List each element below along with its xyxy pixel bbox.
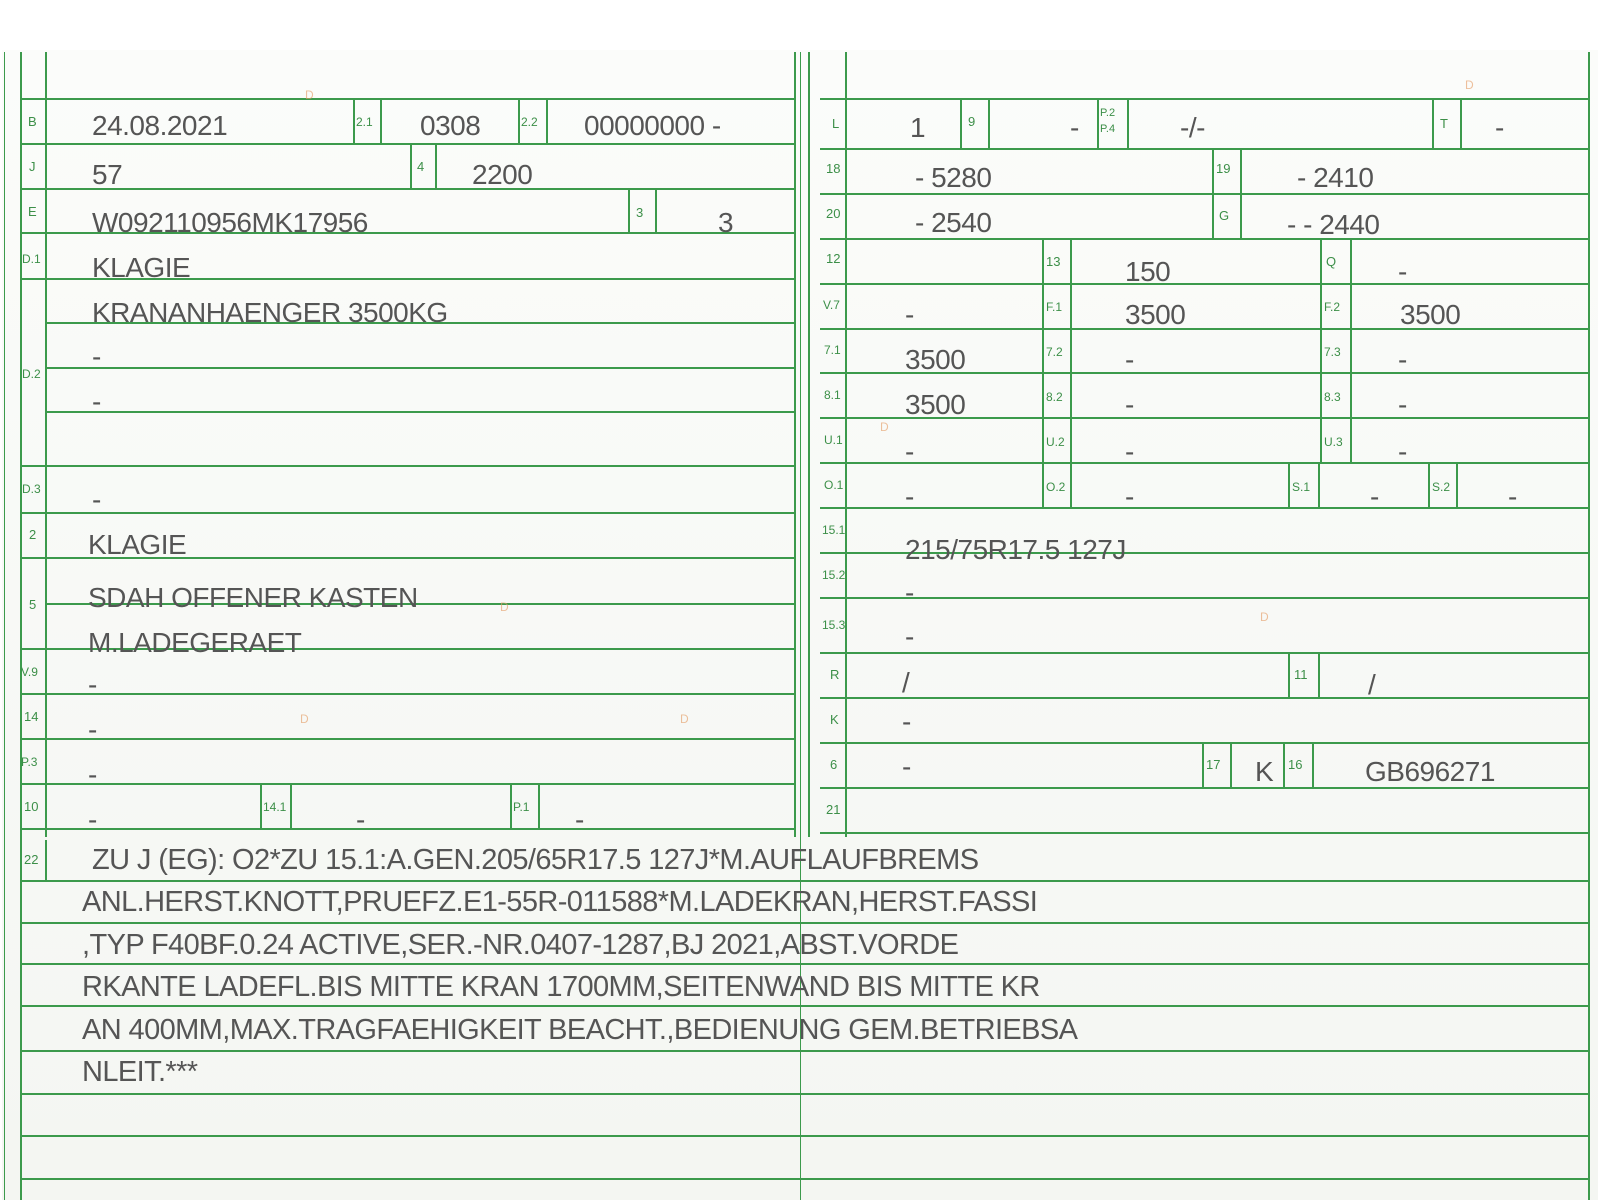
field-label-14-1: 14.1: [263, 800, 287, 814]
grid-line: [1318, 652, 1320, 697]
grid-line: [820, 697, 1588, 699]
grid-line: [20, 828, 796, 830]
field-value-18: - 5280: [915, 162, 992, 193]
field-value-p2-p4: -/-: [1180, 112, 1205, 143]
field-value-8-3: -: [1398, 389, 1407, 420]
watermark-letter: D: [680, 712, 689, 726]
field-label-2: 2: [29, 527, 37, 542]
field-label-8-3: 8.3: [1324, 390, 1341, 404]
watermark-letter: D: [1465, 78, 1474, 92]
grid-line: [290, 783, 292, 828]
grid-line: [794, 52, 796, 837]
grid-line: [1070, 238, 1072, 507]
field-label-8-1: 8.1: [824, 388, 841, 402]
grid-line: [1460, 98, 1462, 148]
field-label-p1: P.1: [513, 800, 530, 814]
field-value-13: 150: [1125, 256, 1171, 287]
field-label-q: Q: [1326, 254, 1337, 269]
field-label-7-3: 7.3: [1324, 345, 1341, 359]
grid-line: [260, 783, 262, 828]
watermark-letter: D: [1260, 610, 1269, 624]
field-label-12: 12: [826, 251, 841, 266]
grid-line: [20, 1093, 1588, 1095]
field-value-15-1: 215/75R17.5 127J: [905, 534, 1126, 565]
field-label-v9: V.9: [21, 665, 38, 679]
field-value-d2b: -: [92, 386, 101, 417]
field-label-b: B: [28, 114, 37, 129]
grid-line: [820, 652, 1588, 654]
grid-line: [20, 143, 796, 145]
watermark-letter: D: [305, 88, 314, 102]
grid-line: [20, 738, 796, 740]
field-label-u2: U.2: [1046, 435, 1065, 449]
field-value-11: /: [1368, 669, 1376, 700]
field-value-2-1: 0308: [420, 110, 481, 141]
grid-line: [1456, 462, 1458, 507]
grid-line: [1202, 742, 1204, 787]
grid-line: [820, 742, 1588, 744]
field-label-o2: O.2: [1046, 480, 1066, 494]
field-label-21: 21: [826, 802, 841, 817]
field-label-6: 6: [830, 757, 838, 772]
field-value-d2a: -: [92, 341, 101, 372]
field-label-18: 18: [826, 161, 841, 176]
field-label-13: 13: [1046, 254, 1061, 269]
field-label-15-3: 15.3: [822, 618, 846, 632]
grid-line: [20, 52, 22, 1200]
field-label-p3: P.3: [21, 755, 38, 769]
grid-line: [1318, 462, 1320, 507]
grid-line: [1320, 238, 1322, 462]
grid-line: [20, 1005, 1588, 1007]
grid-line: [20, 1135, 1588, 1137]
field-label-u1: U.1: [824, 433, 843, 447]
field-value-o1: -: [905, 481, 914, 512]
field-label-2-2: 2.2: [521, 115, 538, 129]
watermark-letter: D: [880, 420, 889, 434]
field-value-10: -: [88, 804, 97, 835]
field-label-3: 3: [636, 205, 644, 220]
grid-line: [20, 783, 796, 785]
field-label-g: G: [1219, 208, 1230, 223]
field-value-f2: 3500: [1400, 299, 1461, 330]
grid-line: [655, 188, 657, 232]
grid-line: [45, 367, 796, 369]
grid-line: [20, 1050, 1588, 1052]
grid-line: [20, 963, 1588, 965]
field-value-5a: SDAH OFFENER KASTEN: [88, 582, 418, 613]
field-value-3: 3: [718, 207, 734, 238]
field-value-g: - - 2440: [1287, 209, 1380, 240]
grid-line: [20, 188, 796, 190]
grid-line: [820, 98, 1588, 100]
field-value-20: - 2540: [915, 207, 992, 238]
grid-line: [1212, 148, 1214, 238]
grid-line: [45, 411, 796, 413]
field-value-l: 1: [910, 112, 926, 143]
field-label-22: 22: [24, 852, 39, 867]
field-value-q: -: [1398, 256, 1407, 287]
field-value-p3: -: [88, 759, 97, 790]
field-label-e: E: [28, 204, 37, 219]
field-value-d3: -: [92, 484, 101, 515]
grid-line: [845, 52, 847, 837]
field-label-f1: F.1: [1046, 300, 1063, 314]
field-value-7-1: 3500: [905, 344, 966, 375]
field-label-10: 10: [24, 799, 39, 814]
watermark-letter: D: [300, 712, 309, 726]
field-label-9: 9: [968, 114, 976, 129]
field-label-5: 5: [29, 597, 37, 612]
grid-line: [628, 188, 630, 232]
field-value-t: -: [1495, 112, 1504, 143]
watermark-letter: D: [500, 600, 509, 614]
grid-line: [45, 52, 47, 837]
grid-line: [20, 1178, 1588, 1180]
grid-line: [820, 283, 1588, 285]
field-value-s2: -: [1508, 481, 1517, 512]
grid-line: [4, 52, 5, 1200]
grid-line: [510, 783, 512, 828]
field-value-o2: -: [1125, 481, 1134, 512]
grid-line: [20, 465, 796, 467]
field-value-f1: 3500: [1125, 299, 1186, 330]
field-value-7-3: -: [1398, 344, 1407, 375]
field-value-4: 2200: [472, 159, 533, 190]
grid-line: [1428, 462, 1430, 507]
field-value-d1: KLAGIE: [92, 252, 191, 283]
field-label-14: 14: [24, 709, 39, 724]
field-value-u2: -: [1125, 436, 1134, 467]
field-label-p2: P.2: [1100, 107, 1116, 119]
grid-line: [808, 52, 810, 837]
remarks-line: ANL.HERST.KNOTT,PRUEFZ.E1-55R-011588*M.LADEKRAN,HERST.FASSI: [82, 886, 1038, 918]
grid-line: [1240, 148, 1242, 238]
field-label-s2: S.2: [1432, 480, 1451, 494]
field-value-2-2: 00000000 -: [584, 110, 721, 141]
field-label-20: 20: [826, 206, 841, 221]
grid-line: [1127, 98, 1129, 148]
field-value-14-1: -: [356, 804, 365, 835]
field-value-17: K: [1255, 756, 1274, 787]
grid-line: [1230, 742, 1232, 787]
grid-line: [820, 193, 1588, 195]
grid-line: [380, 98, 382, 143]
grid-line: [1283, 742, 1285, 787]
grid-line: [988, 98, 990, 148]
field-label-t: T: [1440, 116, 1448, 131]
grid-line: [538, 783, 540, 828]
grid-line: [820, 148, 1588, 150]
grid-line: [1432, 98, 1434, 148]
field-label-f2: F.2: [1324, 300, 1341, 314]
grid-line: [20, 98, 796, 100]
field-label-11: 11: [1294, 667, 1308, 682]
grid-line: [20, 880, 1588, 882]
grid-line: [820, 328, 1588, 330]
field-label-19: 19: [1216, 161, 1231, 176]
field-value-u1: -: [905, 436, 914, 467]
field-value-r: /: [902, 667, 910, 698]
grid-line: [546, 98, 548, 143]
field-value-6: -: [902, 751, 911, 782]
field-value-14: -: [88, 714, 97, 745]
field-label-p4: P.4: [1100, 123, 1116, 135]
field-label-4: 4: [417, 159, 425, 174]
grid-line: [820, 462, 1588, 464]
field-value-8-1: 3500: [905, 389, 966, 420]
grid-line: [1288, 652, 1290, 697]
field-label-r: R: [830, 667, 840, 682]
remarks-line: RKANTE LADEFL.BIS MITTE KRAN 1700MM,SEITENWAND BIS MITTE KR: [82, 971, 1040, 1003]
field-label-v7: V.7: [823, 298, 840, 312]
field-value-p1: -: [575, 804, 584, 835]
field-value-9: -: [1070, 112, 1079, 143]
field-label-u3: U.3: [1324, 435, 1343, 449]
field-value-u3: -: [1398, 436, 1407, 467]
grid-line: [1097, 98, 1099, 148]
grid-line: [20, 922, 1588, 924]
grid-line: [820, 507, 1588, 509]
field-value-v9: -: [88, 669, 97, 700]
field-value-s1: -: [1370, 481, 1379, 512]
field-label-2-1: 2.1: [356, 115, 373, 129]
field-label-k: K: [830, 712, 839, 727]
field-label-16: 16: [1288, 757, 1303, 772]
remarks-line: ZU J (EG): O2*ZU 15.1:A.GEN.205/65R17.5 127J*M.AUFLAUFBREMS: [92, 844, 979, 876]
grid-line: [1042, 238, 1044, 507]
field-value-7-2: -: [1125, 344, 1134, 375]
field-value-d1-type: KRANANHAENGER 3500KG: [92, 297, 448, 328]
grid-line: [1350, 238, 1352, 462]
field-label-d2: D.2: [22, 367, 41, 381]
grid-line: [518, 98, 520, 143]
field-label-7-2: 7.2: [1046, 345, 1063, 359]
grid-line: [1312, 742, 1314, 787]
field-value-j: 57: [92, 159, 123, 190]
field-label-7-1: 7.1: [824, 343, 841, 357]
field-value-8-2: -: [1125, 389, 1134, 420]
field-value-5b: M.LADEGERAET: [88, 627, 302, 658]
grid-line: [960, 98, 962, 148]
grid-line: [435, 143, 437, 188]
field-value-15-3: -: [905, 621, 914, 652]
field-value-k: -: [902, 706, 911, 737]
grid-line: [820, 597, 1588, 599]
grid-line: [20, 512, 796, 514]
field-label-l: L: [832, 116, 840, 131]
field-value-b: 24.08.2021: [92, 110, 228, 141]
field-label-8-2: 8.2: [1046, 390, 1063, 404]
remarks-line: NLEIT.***: [82, 1056, 198, 1088]
grid-line: [820, 238, 1588, 240]
field-value-e: W092110956MK17956: [92, 207, 368, 238]
field-value-v7: -: [905, 299, 914, 330]
field-label-o1: O.1: [824, 478, 844, 492]
grid-line: [45, 840, 47, 880]
field-label-15-1: 15.1: [822, 523, 846, 537]
field-label-15-2: 15.2: [822, 568, 846, 582]
field-label-s1: S.1: [1292, 480, 1311, 494]
field-value-19: - 2410: [1297, 162, 1374, 193]
remarks-line: AN 400MM,MAX.TRAGFAEHIGKEIT BEACHT.,BEDIENUNG GEM.BETRIEBSA: [82, 1014, 1078, 1046]
grid-line: [353, 98, 355, 143]
grid-line: [1288, 462, 1290, 507]
grid-line: [820, 832, 1588, 834]
field-label-17: 17: [1206, 757, 1221, 772]
field-label-d3: D.3: [22, 482, 41, 496]
field-label-d1: D.1: [22, 252, 41, 266]
grid-line: [1588, 52, 1590, 1200]
grid-line: [410, 143, 412, 188]
field-value-16: GB696271: [1365, 756, 1495, 787]
field-value-15-2: -: [905, 577, 914, 608]
grid-line: [820, 787, 1588, 789]
field-label-j: J: [29, 159, 36, 174]
grid-line: [20, 693, 796, 695]
remarks-line: ,TYP F40BF.0.24 ACTIVE,SER.-NR.0407-1287,BJ 2021,ABST.VORDE: [82, 929, 959, 961]
field-value-2: KLAGIE: [88, 529, 187, 560]
